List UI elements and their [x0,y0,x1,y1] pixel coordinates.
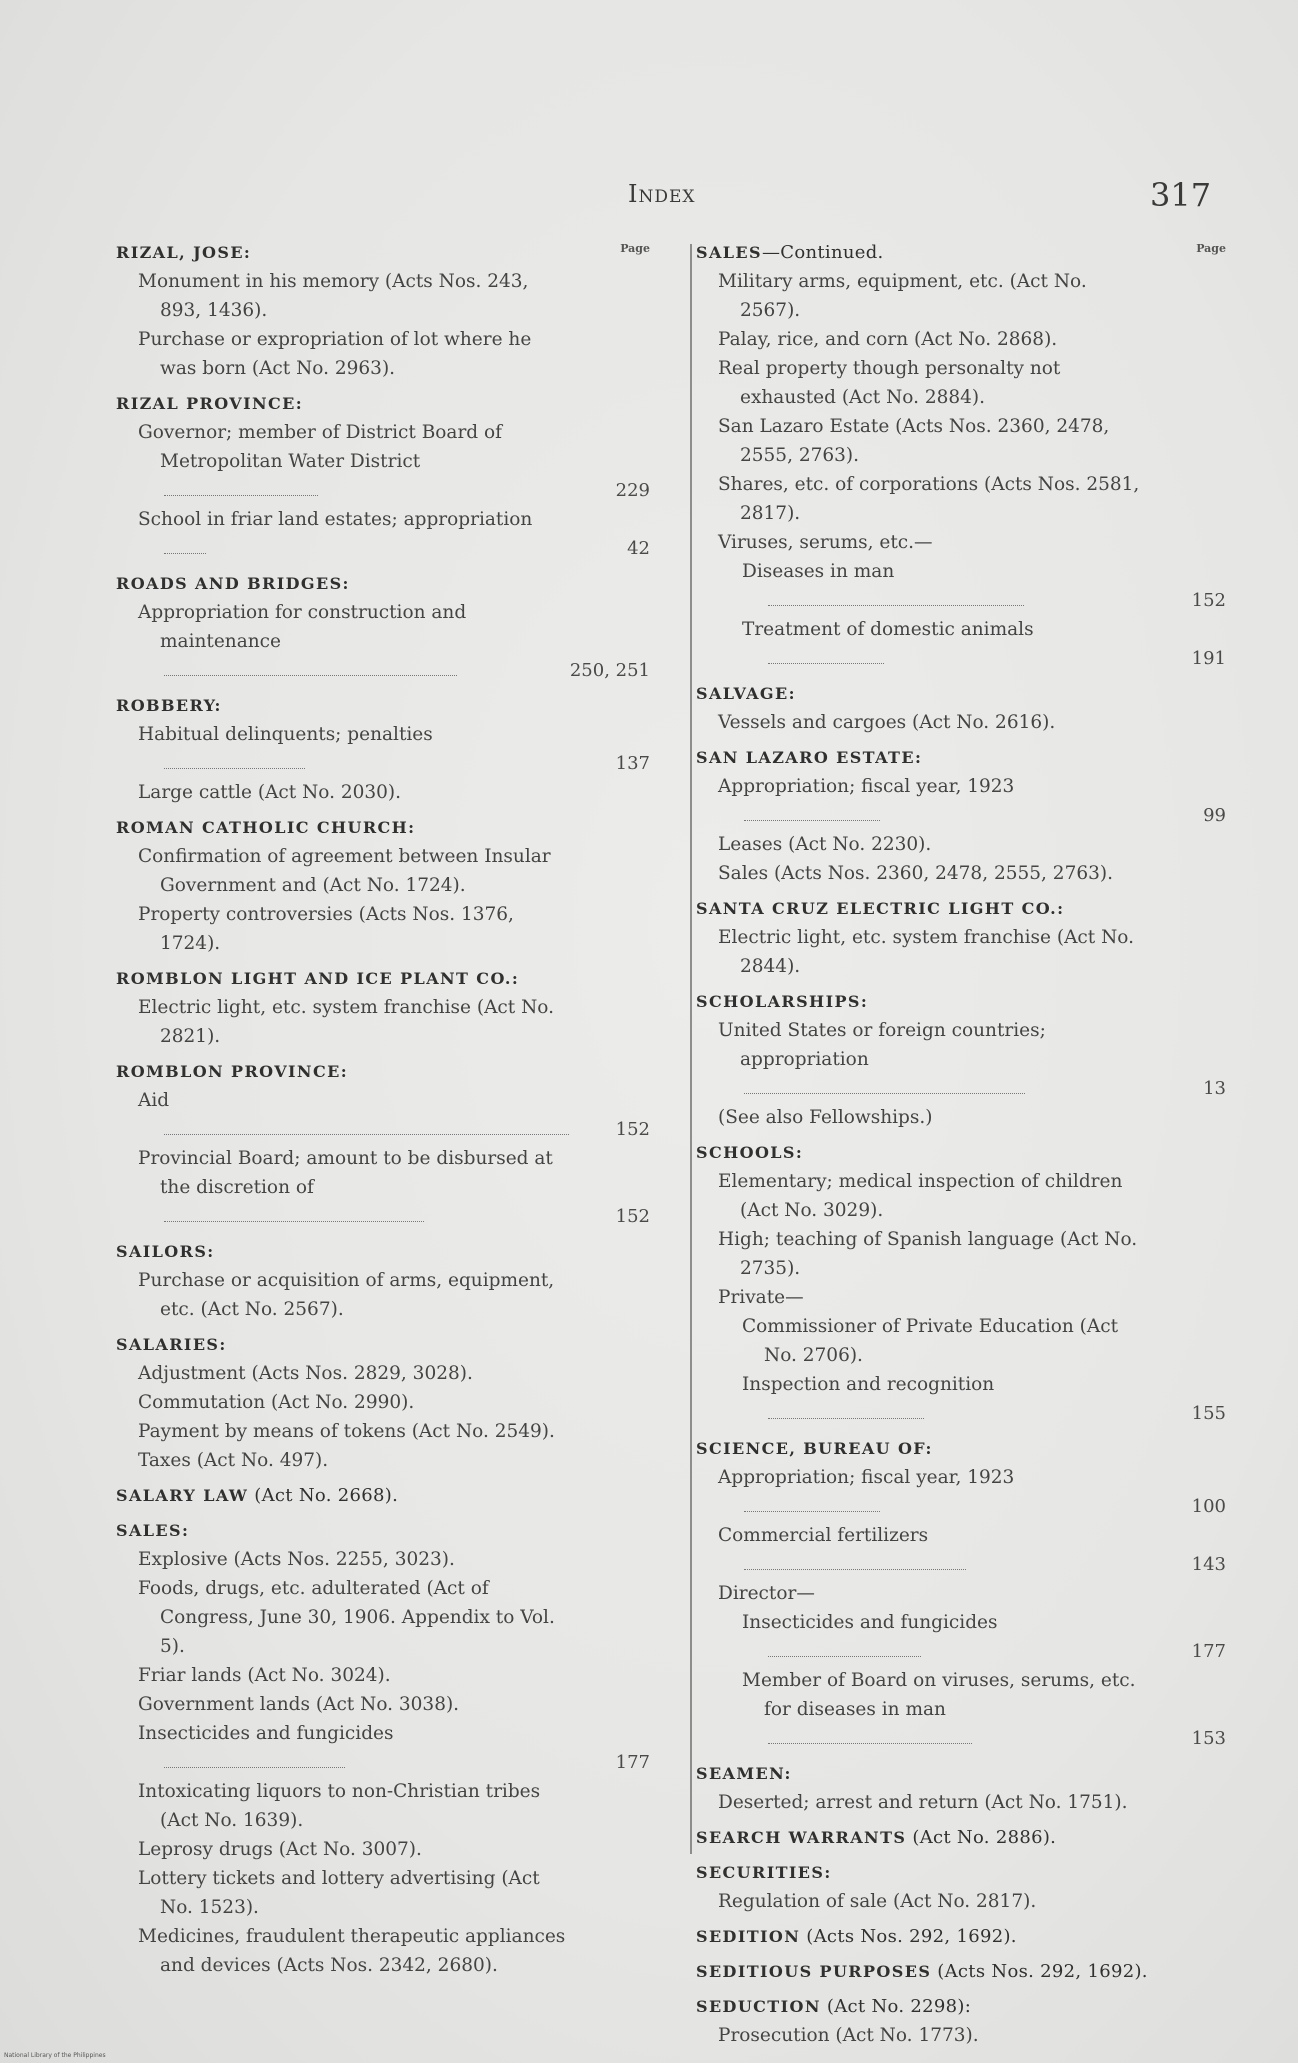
index-subentry [696,1579,1226,1608]
page-reference: 152 [615,1206,650,1227]
index-entry [116,1057,650,1231]
leader-dots [164,674,457,676]
subentry-text: Monument in his memory (Acts Nos. 243, 893, 1436). [138,271,529,321]
index-subentry [116,720,650,778]
index-heading [116,964,650,993]
index-subentry [696,557,1226,615]
index-entry [116,238,650,383]
index-subentry [696,1167,1226,1225]
index-heading-text: ROMBLON PROVINCE: [116,1062,348,1081]
index-entry [696,1992,1226,2050]
subentry-text: Appropriation; fiscal year, 1923 [718,776,1015,797]
index-subentry [116,325,650,383]
index-entry [696,1759,1226,1817]
index-heading-text: ROBBERY: [116,696,222,715]
index-subentry [116,1144,650,1231]
subentry-text: Government lands (Act No. 3038). [138,1694,460,1715]
index-subentry [116,1417,650,1446]
page-reference: 152 [1191,590,1226,611]
page-number: 317 [1150,176,1212,214]
leader-dots [744,1510,880,1512]
index-heading [696,894,1226,923]
index-heading-text: SCIENCE, BUREAU OF: [696,1439,933,1458]
subentry-text: Medicines, fraudulent therapeutic appliances and devices (Acts Nos. 2342, 2680). [138,1926,566,1976]
index-subentry [116,900,650,958]
index-entry [696,987,1226,1132]
index-subentry [696,528,1226,557]
index-subentry [116,505,650,563]
index-heading-text: SEDITION [696,1927,801,1946]
index-subentry [696,1283,1226,1312]
index-heading [116,1330,650,1359]
index-subentry [696,1016,1226,1103]
index-subentry [116,598,650,685]
leader-dots [744,1092,1025,1094]
index-subentry [116,1922,650,1980]
subentry-text: Purchase or expropriation of lot where he was born (Act No. 2963). [138,329,532,379]
index-subentry [696,354,1226,412]
subentry-text: Lottery tickets and lottery advertising (Act No. 1523). [138,1868,540,1918]
index-subentry [116,778,650,807]
index-entry [116,1330,650,1475]
index-subentry [696,470,1226,528]
index-heading [116,813,650,842]
index-subentry [696,325,1226,354]
index-heading-suffix: (Act No. 2886). [906,1827,1057,1848]
index-heading-text: SALES: [116,1521,190,1540]
subentry-text: Private— [718,1287,804,1308]
index-subentry [116,418,650,505]
subentry-text: Explosive (Acts Nos. 2255, 3023). [138,1549,455,1570]
subentry-text: Treatment of domestic animals [742,619,1034,640]
leader-dots [744,1568,966,1570]
leader-dots [164,1220,424,1222]
index-entry [696,679,1226,737]
subentry-text: Sales (Acts Nos. 2360, 2478, 2555, 2763). [718,863,1113,884]
index-heading-text: SECURITIES: [696,1863,832,1882]
page-reference: 13 [1203,1078,1226,1099]
index-entry [116,813,650,958]
page-reference: 42 [627,538,650,559]
leader-dots [164,767,305,769]
index-subentry [696,1666,1226,1753]
subentry-text: Habitual delinquents; penalties [138,724,433,745]
leader-dots [164,1133,569,1135]
index-subentry [696,1887,1226,1916]
index-heading-text: SANTA CRUZ ELECTRIC LIGHT CO.: [696,899,1065,918]
page-reference: 100 [1191,1496,1226,1517]
index-entry [696,238,1226,673]
subentry-text: Aid [138,1090,170,1111]
subentry-text: Member of Board on viruses, serums, etc. for diseases in man [742,1670,1136,1720]
leader-dots [768,604,1024,606]
page-reference: 177 [1191,1641,1226,1662]
index-subentry [116,1446,650,1475]
subentry-text: Vessels and cargoes (Act No. 2616). [718,712,1056,733]
index-subentry [696,923,1226,981]
subentry-text: Elementary; medical inspection of children (Act No. 3029). [718,1171,1123,1221]
index-heading [696,679,1226,708]
subentry-text: Friar lands (Act No. 3024). [138,1665,391,1686]
subentry-text: Intoxicating liquors to non-Christian tribes (Act No. 1639). [138,1781,541,1831]
subentry-text: Military arms, equipment, etc. (Act No. 2567). [718,271,1087,321]
index-heading [696,1434,1226,1463]
index-entry [696,894,1226,981]
index-heading-suffix: (Act No. 2298): [820,1996,972,2017]
index-entry [116,964,650,1051]
left-page-label: Page [620,242,650,255]
index-heading [696,743,1226,772]
page-reference: 250, 251 [569,660,650,681]
index-heading-text: ROADS AND BRIDGES: [116,574,350,593]
index-subentry [116,1574,650,1661]
index-heading-text: SEDITIOUS PURPOSES [696,1962,932,1981]
index-heading-suffix: (Act No. 2668). [248,1485,399,1506]
subentry-text: Commercial fertilizers [718,1525,929,1546]
page-reference: 153 [1191,1728,1226,1749]
subentry-text: High; teaching of Spanish language (Act No. 2735). [718,1229,1138,1279]
subentry-text: (See also Fellowships.) [718,1107,933,1128]
index-heading-suffix: (Acts Nos. 292, 1692). [800,1926,1017,1947]
index-heading [696,987,1226,1016]
index-heading [696,1992,1226,2021]
subentry-text: Leases (Act No. 2230). [718,834,932,855]
index-subentry [116,1388,650,1417]
index-entry [696,1957,1226,1986]
index-subentry [696,1312,1226,1370]
subentry-text: United States or foreign countries; appropriation [718,1020,1046,1070]
index-subentry [116,842,650,900]
index-subentry [696,1370,1226,1428]
index-heading-text: RIZAL, JOSE: [116,243,252,262]
subentry-text: School in friar land estates; appropriation [138,509,533,530]
index-subentry [696,1225,1226,1283]
index-heading-text: SCHOLARSHIPS: [696,992,869,1011]
subentry-text: Leprosy drugs (Act No. 3007). [138,1839,422,1860]
index-entry [696,1434,1226,1753]
subentry-text: Provincial Board; amount to be disbursed at the discretion of [138,1148,553,1198]
index-subentry [696,1103,1226,1132]
subentry-text: Foods, drugs, etc. adulterated (Act of Congress, June 30, 1906. Appendix to Vol. 5). [138,1578,555,1657]
index-subentry [696,2021,1226,2050]
right-page-label: Page [1196,242,1226,255]
index-subentry [696,708,1226,737]
index-subentry [696,615,1226,673]
index-subentry [116,1690,650,1719]
subentry-text: Insecticides and fungicides [742,1612,998,1633]
index-heading [696,1759,1226,1788]
index-heading-text: SALARY LAW [116,1486,249,1505]
subentry-text: Director— [718,1583,815,1604]
index-heading [116,238,650,267]
index-heading-text: SALVAGE: [696,684,796,703]
index-heading [696,1823,1226,1852]
index-heading [696,238,1226,267]
subentry-text: Real property though personalty not exhausted (Act No. 2884). [718,358,1061,408]
index-heading [116,1516,650,1545]
index-entry [116,1516,650,1980]
index-subentry [696,412,1226,470]
index-heading-text: ROMBLON LIGHT AND ICE PLANT CO.: [116,969,520,988]
index-heading-text: RIZAL PROVINCE: [116,394,304,413]
index-entry [116,1237,650,1324]
index-heading [116,1057,650,1086]
subentry-text: Purchase or acquisition of arms, equipment, etc. (Act No. 2567). [138,1270,555,1320]
index-heading-text: SEARCH WARRANTS [696,1828,907,1847]
index-heading [696,1138,1226,1167]
index-entry [696,1138,1226,1428]
subentry-text: Governor; member of District Board of Metropolitan Water District [138,422,503,472]
subentry-text: Commissioner of Private Education (Act No. 2706). [742,1316,1119,1366]
subentry-text: Appropriation; fiscal year, 1923 [718,1467,1015,1488]
index-subentry [116,1777,650,1835]
subentry-text: Regulation of sale (Act No. 2817). [718,1891,1037,1912]
index-heading-suffix: (Acts Nos. 292, 1692). [931,1961,1148,1982]
index-subentry [116,1359,650,1388]
leader-dots [768,662,884,664]
index-subentry [116,1864,650,1922]
index-entry [696,1858,1226,1916]
index-entry [116,389,650,563]
subentry-text: Deserted; arrest and return (Act No. 1751). [718,1792,1128,1813]
index-subentry [116,993,650,1051]
subentry-text: Large cattle (Act No. 2030). [138,782,402,803]
index-subentry [116,1835,650,1864]
index-subentry [696,772,1226,830]
index-heading [116,569,650,598]
index-heading-text: SALARIES: [116,1335,227,1354]
index-subentry [696,1608,1226,1666]
index-subentry [116,1661,650,1690]
subentry-text: Insecticides and fungicides [138,1723,394,1744]
index-heading-text: ROMAN CATHOLIC CHURCH: [116,818,416,837]
subentry-text: Appropriation for construction and maintenance [138,602,467,652]
running-head-title: Index [628,180,696,208]
subentry-text: Palay, rice, and corn (Act No. 2868). [718,329,1058,350]
index-subentry [116,1086,650,1144]
index-subentry [116,267,650,325]
subentry-text: Viruses, serums, etc.— [718,532,933,553]
page-reference: 152 [615,1119,650,1140]
index-heading [116,389,650,418]
leader-dots [768,1742,972,1744]
subentry-text: Taxes (Act No. 497). [138,1450,329,1471]
leader-dots [768,1655,921,1657]
index-subentry [696,1463,1226,1521]
index-heading [696,1957,1226,1986]
index-heading [116,691,650,720]
subentry-text: Electric light, etc. system franchise (Act No. 2821). [138,997,554,1047]
subentry-text: Diseases in man [742,561,895,582]
index-entry [696,743,1226,888]
subentry-text: Inspection and recognition [742,1374,995,1395]
page-reference: 191 [1191,648,1226,669]
left-index-column [116,238,650,1986]
leader-dots [768,1417,924,1419]
index-heading-text: SCHOOLS: [696,1143,804,1162]
index-heading-text: SEDUCTION [696,1997,821,2016]
right-index-column [696,238,1226,2056]
page-reference: 155 [1191,1403,1226,1424]
index-heading-text: SALES [696,243,762,262]
subentry-text: Adjustment (Acts Nos. 2829, 3028). [138,1363,473,1384]
index-heading-suffix: —Continued. [761,242,884,263]
footer-note: National Library of the Philippines [4,2052,106,2059]
column-divider [690,244,692,1854]
index-heading [116,1237,650,1266]
subentry-text: San Lazaro Estate (Acts Nos. 2360, 2478, 2555, 2763). [718,416,1110,466]
index-subentry [696,1521,1226,1579]
page-reference: 143 [1191,1554,1226,1575]
index-heading-text: SAILORS: [116,1242,215,1261]
leader-dots [164,494,318,496]
subentry-text: Property controversies (Acts Nos. 1376, 1724). [138,904,514,954]
index-subentry [116,1266,650,1324]
index-heading [116,1481,650,1510]
index-subentry [696,830,1226,859]
leader-dots [164,1766,345,1768]
index-subentry [696,1788,1226,1817]
running-head [0,176,1298,216]
subentry-text: Payment by means of tokens (Act No. 2549). [138,1421,555,1442]
subentry-text: Shares, etc. of corporations (Acts Nos. 2581, 2817). [718,474,1140,524]
index-subentry [696,267,1226,325]
subentry-text: Prosecution (Act No. 1773). [718,2025,979,2046]
subentry-text: Electric light, etc. system franchise (Act No. 2844). [718,927,1134,977]
subentry-text: Commutation (Act No. 2990). [138,1392,415,1413]
index-heading [696,1922,1226,1951]
index-subentry [696,859,1226,888]
index-entry [116,569,650,685]
subentry-text: Confirmation of agreement between Insular Government and (Act No. 1724). [138,846,551,896]
index-entry [116,1481,650,1510]
index-heading [696,1858,1226,1887]
index-subentry [116,1719,650,1777]
index-entry [116,691,650,807]
index-heading-text: SAN LAZARO ESTATE: [696,748,923,767]
leader-dots [744,819,880,821]
index-heading-text: SEAMEN: [696,1764,792,1783]
index-entry [696,1823,1226,1852]
page-reference: 229 [615,480,650,501]
page-reference: 99 [1203,805,1226,826]
page-reference: 137 [615,753,650,774]
index-subentry [116,1545,650,1574]
index-entry [696,1922,1226,1951]
page-reference: 177 [615,1752,650,1773]
leader-dots [164,552,206,554]
